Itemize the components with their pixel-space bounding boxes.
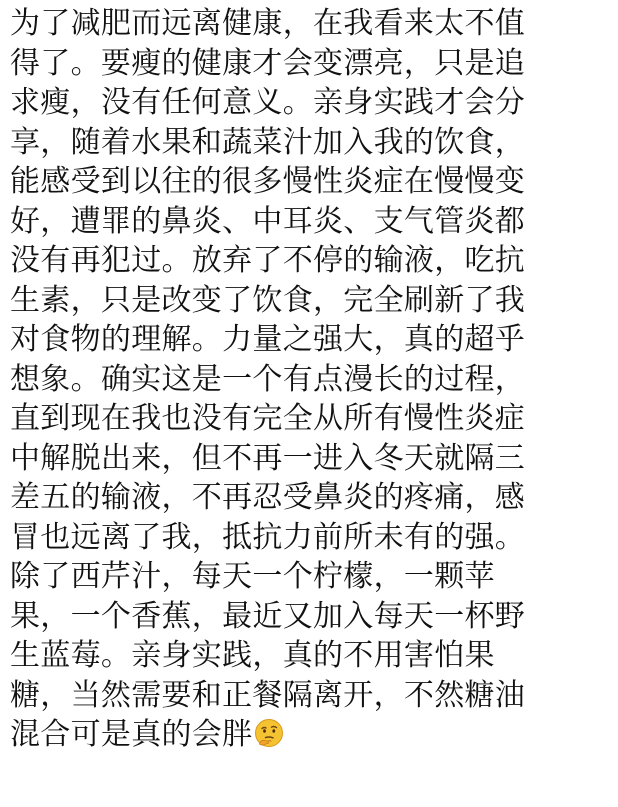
text-line-14: 冒也远离了我，抵抗力前所未有的强。 [10, 519, 526, 555]
text-line-12: 中解脱出来，但不再一进入冬天就隔三 [10, 440, 526, 476]
text-line-10: 想象。确实这是一个有点漫长的过程， [10, 361, 526, 397]
text-line-15: 除了西芹汁，每天一个柠檬，一颗苹 [10, 559, 495, 594]
text-line-19 [10, 715, 608, 755]
text-line-8: 生素，只是改变了饮食，完全刷新了我 [10, 282, 526, 318]
text-line-7: 没有再犯过。放弃了不停的输液，吃抗 [10, 243, 526, 278]
text-line-5: 能感受到以往的很多慢性炎症在慢慢变 [10, 164, 526, 199]
text-line-4: 享，随着水果和蔬菜汁加入我的饮食， [10, 124, 526, 160]
text-line-9: 对食物的理解。力量之强大，真的超乎 [10, 322, 526, 357]
text-line-17: 生蓝莓。亲身实践，真的不用害怕果 [10, 638, 495, 673]
text-line-18: 糖，当然需要和正餐隔离开，不然糖油 [10, 677, 526, 713]
text-line-2: 得了。要瘦的健康才会变漂亮，只是追 [10, 45, 526, 81]
text-line-6: 好，遭罪的鼻炎、中耳炎、支气管炎都 [10, 203, 526, 239]
thinking-face-emoji-icon [254, 718, 284, 748]
text-line-16: 果，一个香蕉，最近又加入每天一杯野 [10, 598, 526, 634]
post-text [10, 4, 608, 755]
text-line-11: 直到现在我也没有完全从所有慢性炎症 [10, 401, 526, 436]
text-line-1: 为了减肥而远离健康，在我看来太不值 [10, 6, 526, 41]
text-line-13: 差五的输液，不再忍受鼻炎的疼痛，感 [10, 480, 526, 515]
text-line-19-text: 混合可是真的会胖 [10, 717, 253, 752]
text-line-3: 求瘦，没有任何意义。亲身实践才会分 [10, 85, 526, 120]
